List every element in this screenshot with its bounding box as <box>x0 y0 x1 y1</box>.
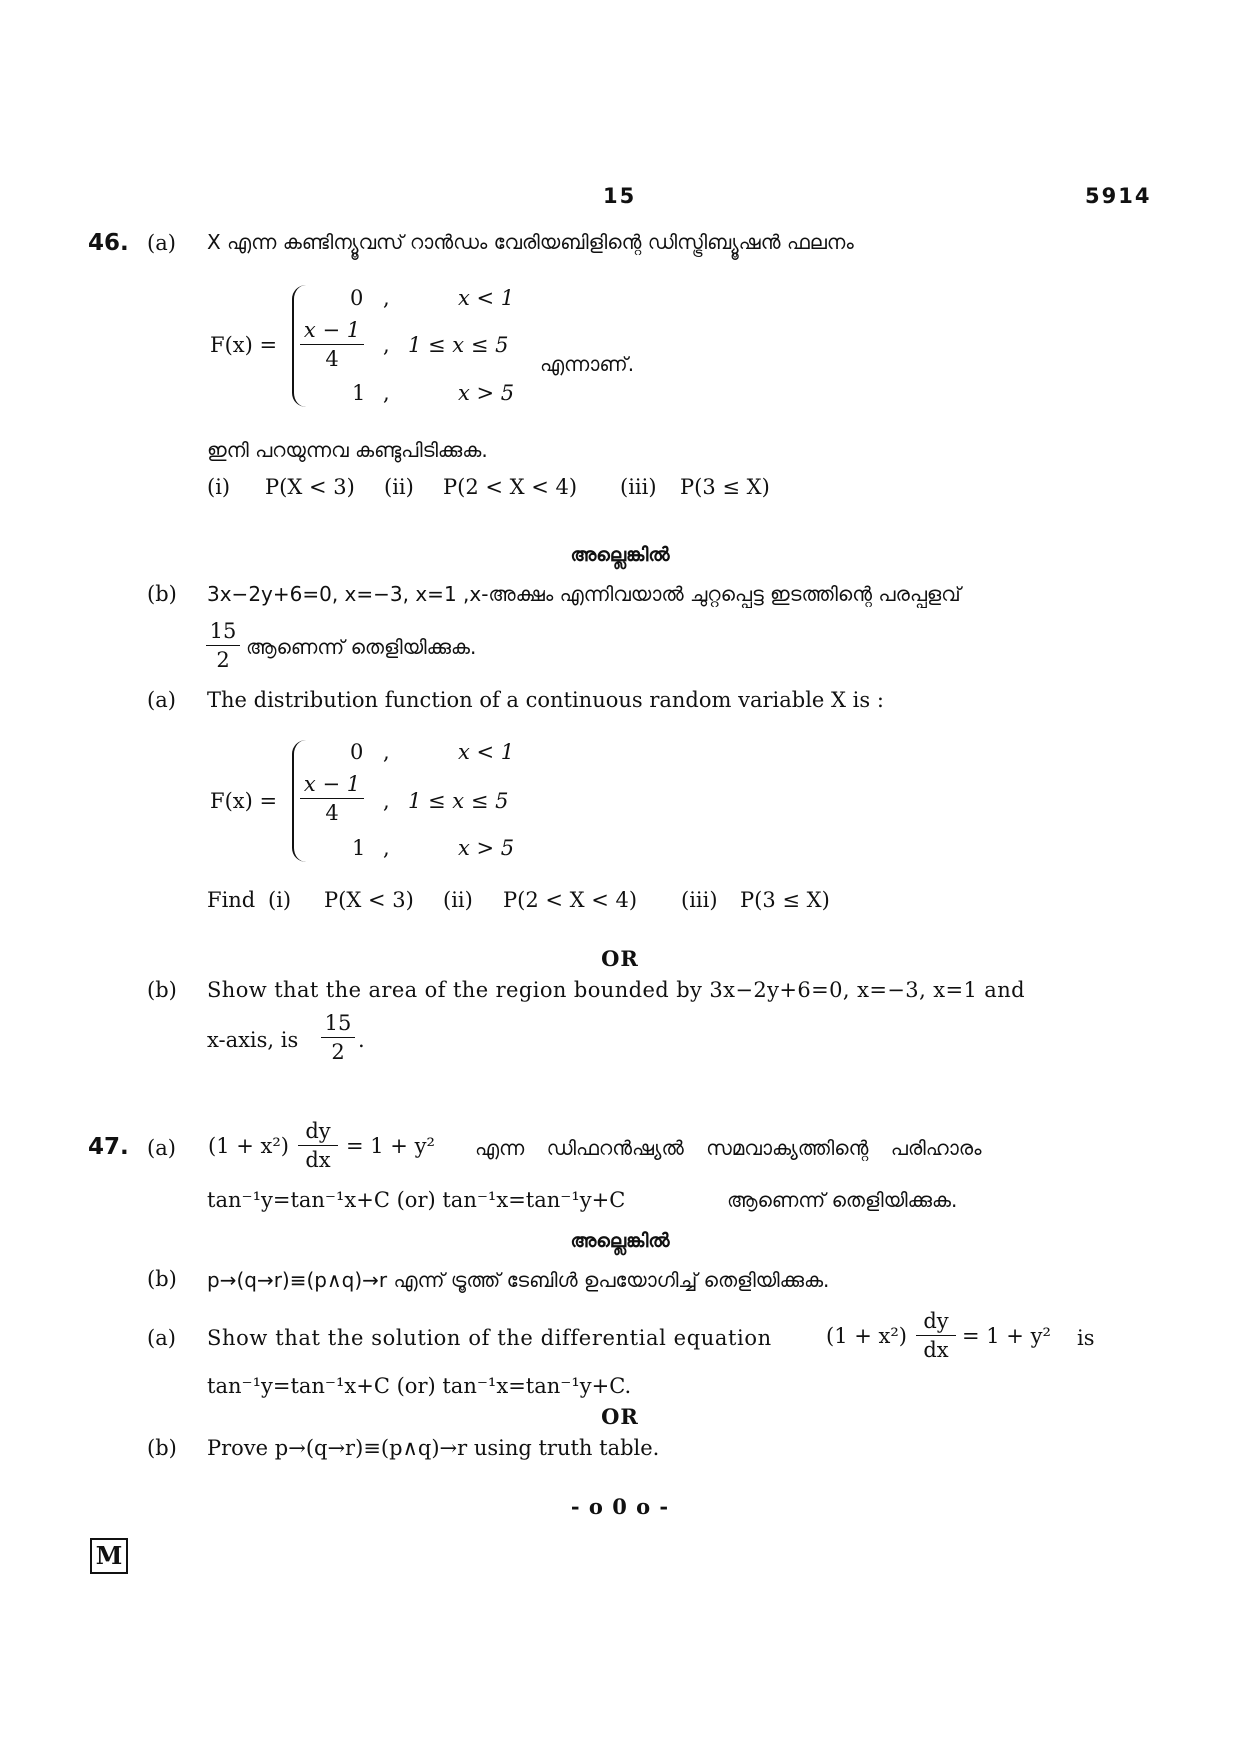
row3-comma-mal: , <box>383 381 390 405</box>
dydx-mal: dy dx <box>298 1119 338 1172</box>
q47-a-label-en: (a) <box>147 1326 176 1350</box>
q46-b-label-mal: (b) <box>147 582 177 606</box>
row2-fraction-en: x − 1 4 <box>300 772 364 825</box>
part-ii-label-mal: (ii) <box>384 475 414 499</box>
question-number-47: 47. <box>88 1134 129 1160</box>
part-i-label-en: (i) <box>268 888 292 912</box>
row1-condition-en: x < 1 <box>458 740 515 764</box>
q47-b-label-en: (b) <box>147 1436 177 1460</box>
row3-comma-en: , <box>383 836 390 860</box>
fx-label-en: F(x) = <box>210 789 278 813</box>
row1-value-en: 0 <box>350 740 364 764</box>
row1-comma-mal: , <box>383 286 390 310</box>
is-word: is <box>1077 1326 1095 1350</box>
q47-b-english: Prove p→(q→r)≡(p∧q)→r using truth table. <box>207 1436 660 1460</box>
paper-code: 5914 <box>1085 184 1152 208</box>
period: . <box>358 1028 365 1052</box>
q46-b-english-line2: x-axis, is <box>207 1028 299 1052</box>
part-i-expr-en: P(X < 3) <box>324 888 414 912</box>
or-divider-en-47: OR <box>601 1404 639 1429</box>
solution-en: tan⁻¹y=tan⁻¹x+C (or) tan⁻¹x=tan⁻¹y+C. <box>207 1374 632 1398</box>
q46-a-english-intro: The distribution function of a continuous random variable X is : <box>207 688 884 712</box>
fifteen-halves-en: 15 2 <box>321 1011 355 1064</box>
find-label-en: Find <box>207 888 256 912</box>
q47-a-english-start: Show that the solution of the differential equation <box>207 1326 772 1350</box>
row3-condition-mal: x > 5 <box>458 381 515 405</box>
dydx-en: dy dx <box>916 1309 956 1362</box>
q47-a-label-mal: (a) <box>147 1136 176 1160</box>
part-ii-expr-en: P(2 < X < 4) <box>503 888 638 912</box>
question-number-46: 46. <box>88 230 129 256</box>
m-box-stamp: M <box>90 1538 128 1574</box>
q47-b-label-mal: (b) <box>147 1267 177 1291</box>
row1-comma-en: , <box>383 740 390 764</box>
q47-a-malayalam-mid: എന്ന ഡിഫറൻഷ്യൽ സമവാക്യത്തിന്റെ പരിഹാരം <box>475 1136 982 1160</box>
part-iii-label-mal: (iii) <box>620 475 657 499</box>
q46-find-malayalam: ഇനി പറയുന്നവ കണ്ടുപിടിക്കുക. <box>207 438 488 462</box>
row2-condition-mal: 1 ≤ x ≤ 5 <box>408 333 509 357</box>
or-divider-mal-47: അല്ലെങ്കിൽ <box>570 1230 670 1252</box>
or-divider-en-46: OR <box>601 946 639 971</box>
part-i-expr-mal: P(X < 3) <box>265 475 355 499</box>
q46-b-english-line1: Show that the area of the region bounded by 3x−2y+6=0, x=−3, x=1 and <box>207 978 1025 1002</box>
page-number: 15 <box>603 184 637 208</box>
q46-b-malayalam-text: 3x−2y+6=0, x=−3, x=1 ,x-അക്ഷം എന്നിവയാൽ ചുറ്റപ്പെട്ട ഇടത്തിന്റെ പരപ്പളവ് <box>207 582 961 606</box>
row3-value-mal: 1 <box>352 381 366 405</box>
part-ii-expr-mal: P(2 < X < 4) <box>443 475 578 499</box>
row2-condition-en: 1 ≤ x ≤ 5 <box>408 789 509 813</box>
row1-value-mal: 0 <box>350 286 364 310</box>
q46-a-label: (a) <box>147 231 176 255</box>
ennanu-text: എന്നാണ്. <box>540 352 635 376</box>
q47-b-malayalam: p→(q→r)≡(p∧q)→r എന്ന് ട്രൂത്ത് ടേബിൾ ഉപയോഗിച്ച് തെളിയിക്കുക. <box>207 1268 830 1292</box>
row2-comma-en: , <box>383 789 390 813</box>
or-divider-mal-46: അല്ലെങ്കിൽ <box>570 544 670 566</box>
row3-condition-en: x > 5 <box>458 836 515 860</box>
de-lhs-mal: (1 + x²) <box>208 1134 289 1158</box>
row3-value-en: 1 <box>352 836 366 860</box>
q47-a-malayalam-end: ആണെന്ന് തെളിയിക്കുക. <box>727 1188 958 1212</box>
part-iii-expr-en: P(3 ≤ X) <box>740 888 830 912</box>
part-iii-label-en: (iii) <box>681 888 718 912</box>
row2-fraction-mal: x − 1 4 <box>300 318 364 371</box>
end-mark: - o 0 o - <box>570 1494 670 1519</box>
solution-mal: tan⁻¹y=tan⁻¹x+C (or) tan⁻¹x=tan⁻¹y+C <box>207 1188 626 1212</box>
q46-b-label-en: (b) <box>147 978 177 1002</box>
part-ii-label-en: (ii) <box>443 888 473 912</box>
q46-a-malayalam-intro: X എന്ന കണ്ടിന്യൂവസ് റാൻഡം വേരിയബിളിന്റെ ഡിസ്ട്രിബ്യൂഷൻ ഫലനം <box>207 230 854 254</box>
q46-a-label-en: (a) <box>147 688 176 712</box>
part-i-label-mal: (i) <box>207 475 231 499</box>
de-rhs-en: = 1 + y² <box>962 1324 1051 1348</box>
row1-condition-mal: x < 1 <box>458 286 515 310</box>
de-lhs-en: (1 + x²) <box>826 1324 907 1348</box>
row2-comma-mal: , <box>383 333 390 357</box>
de-rhs-mal: = 1 + y² <box>346 1134 435 1158</box>
q46-b-malayalam-end: ആണെന്ന് തെളിയിക്കുക. <box>246 635 477 659</box>
part-iii-expr-mal: P(3 ≤ X) <box>680 475 770 499</box>
fx-label-mal: F(x) = <box>210 333 278 357</box>
fifteen-halves-mal: 15 2 <box>206 619 240 672</box>
